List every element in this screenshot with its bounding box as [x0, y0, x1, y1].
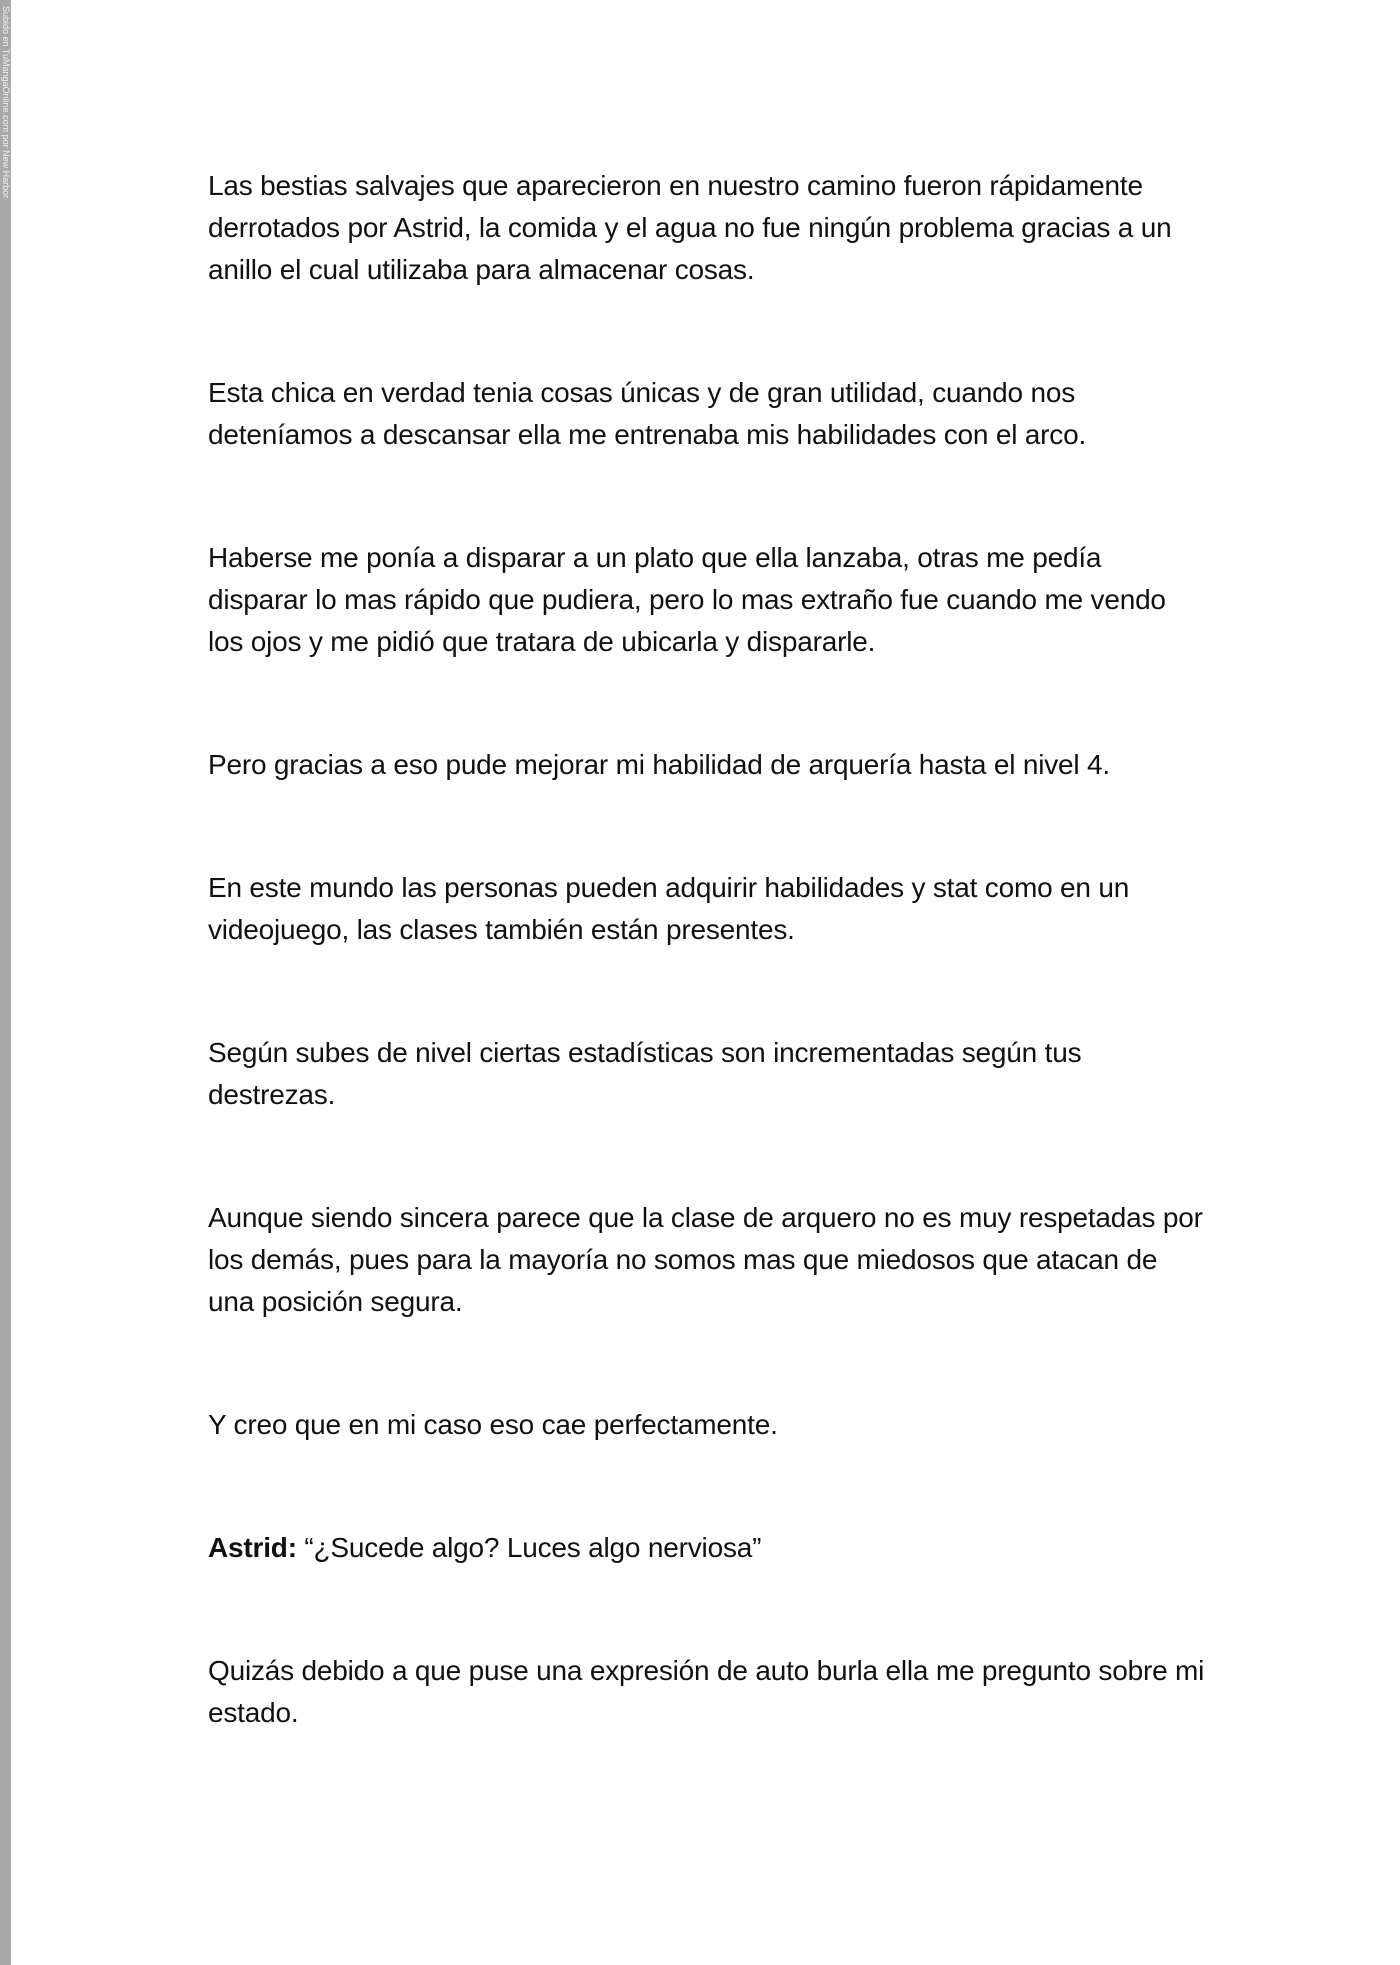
watermark-text: Subido en TuMangaOnline.com por New Harbor [1, 6, 11, 199]
paragraph-8: Y creo que en mi caso eso cae perfectamente. [208, 1409, 778, 1440]
paragraph-2: Esta chica en verdad tenia cosas únicas y de gran utilidad, cuando nos deteníamos a descansar ella me entrenaba mis habilidades con el arco. [208, 377, 1087, 450]
paragraph-10: Quizás debido a que puse una expresión de auto burla ella me pregunto sobre mi estado. [208, 1655, 1205, 1728]
paragraph-1: Las bestias salvajes que aparecieron en nuestro camino fueron rápidamente derrotados por Astrid, la comida y el agua no fue ningún problema gracias a un anillo el cual utilizaba para almacenar cosas. [208, 170, 1172, 285]
paragraph-6: Según subes de nivel ciertas estadísticas son incrementadas según tus destrezas. [208, 1037, 1082, 1110]
paragraph-4: Pero gracias a eso pude mejorar mi habilidad de arquería hasta el nivel 4. [208, 749, 1110, 780]
dialogue-paragraph [208, 1527, 1208, 1569]
paragraph-3: Haberse me ponía a disparar a un plato que ella lanzaba, otras me pedía disparar lo mas rápido que pudiera, pero lo mas extraño fue cuando me vendo los ojos y me pidió que tratara de ubicarla y dispararle. [208, 542, 1166, 657]
dialogue-text: “¿Sucede algo? Luces algo nerviosa” [296, 1532, 762, 1563]
document-page [208, 165, 1208, 1815]
left-margin-bar [0, 0, 11, 1965]
paragraph-5: En este mundo las personas pueden adquirir habilidades y stat como en un videojuego, las clases también están presentes. [208, 872, 1130, 945]
paragraph-7: Aunque siendo sincera parece que la clase de arquero no es muy respetadas por los demás, pues para la mayoría no somos mas que miedosos que atacan de una posición segura. [208, 1202, 1203, 1317]
dialogue-speaker: Astrid: [208, 1532, 297, 1563]
